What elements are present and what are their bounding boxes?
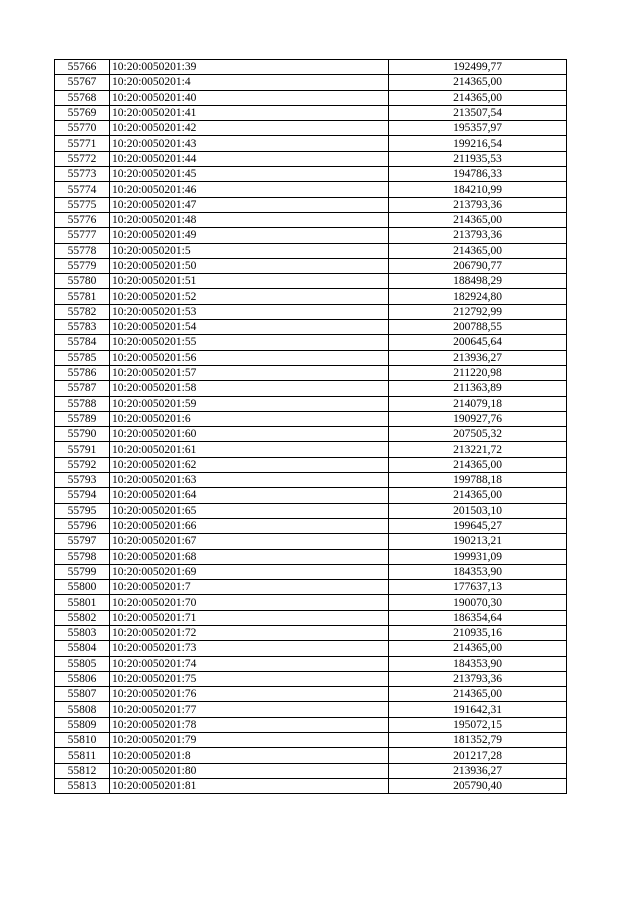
value-cell: 213936,27 bbox=[389, 763, 567, 778]
row-number-cell: 55793 bbox=[55, 473, 110, 488]
table-row bbox=[55, 304, 567, 319]
value-cell: 186354,64 bbox=[389, 610, 567, 625]
value-cell: 214365,00 bbox=[389, 457, 567, 472]
cadastral-number-cell: 10:20:0050201:42 bbox=[110, 121, 389, 136]
row-number-cell: 55774 bbox=[55, 182, 110, 197]
cadastral-number-cell: 10:20:0050201:41 bbox=[110, 105, 389, 120]
table-row bbox=[55, 75, 567, 90]
cadastral-number-cell: 10:20:0050201:46 bbox=[110, 182, 389, 197]
row-number-cell: 55785 bbox=[55, 350, 110, 365]
value-cell: 194786,33 bbox=[389, 167, 567, 182]
row-number-cell: 55770 bbox=[55, 121, 110, 136]
table-row bbox=[55, 411, 567, 426]
table-row bbox=[55, 258, 567, 273]
value-cell: 213793,36 bbox=[389, 197, 567, 212]
cadastral-number-cell: 10:20:0050201:74 bbox=[110, 656, 389, 671]
row-number-cell: 55789 bbox=[55, 411, 110, 426]
table-row bbox=[55, 335, 567, 350]
cadastral-number-cell: 10:20:0050201:50 bbox=[110, 258, 389, 273]
cadastral-number-cell: 10:20:0050201:80 bbox=[110, 763, 389, 778]
row-number-cell: 55766 bbox=[55, 60, 110, 75]
row-number-cell: 55773 bbox=[55, 167, 110, 182]
row-number-cell: 55803 bbox=[55, 625, 110, 640]
value-cell: 200645,64 bbox=[389, 335, 567, 350]
value-cell: 214365,00 bbox=[389, 90, 567, 105]
value-cell: 214079,18 bbox=[389, 396, 567, 411]
row-number-cell: 55767 bbox=[55, 75, 110, 90]
table-row bbox=[55, 595, 567, 610]
value-cell: 188498,29 bbox=[389, 274, 567, 289]
value-cell: 182924,80 bbox=[389, 289, 567, 304]
row-number-cell: 55808 bbox=[55, 702, 110, 717]
table-row bbox=[55, 121, 567, 136]
value-cell: 199645,27 bbox=[389, 518, 567, 533]
row-number-cell: 55768 bbox=[55, 90, 110, 105]
value-cell: 207505,32 bbox=[389, 427, 567, 442]
cadastral-number-cell: 10:20:0050201:61 bbox=[110, 442, 389, 457]
row-number-cell: 55787 bbox=[55, 381, 110, 396]
value-cell: 201503,10 bbox=[389, 503, 567, 518]
cadastral-number-cell: 10:20:0050201:55 bbox=[110, 335, 389, 350]
cadastral-number-cell: 10:20:0050201:68 bbox=[110, 549, 389, 564]
row-number-cell: 55813 bbox=[55, 778, 110, 793]
value-cell: 211935,53 bbox=[389, 151, 567, 166]
cadastral-number-cell: 10:20:0050201:57 bbox=[110, 365, 389, 380]
cadastral-number-cell: 10:20:0050201:60 bbox=[110, 427, 389, 442]
cadastral-number-cell: 10:20:0050201:39 bbox=[110, 60, 389, 75]
table-row bbox=[55, 717, 567, 732]
value-cell: 190213,21 bbox=[389, 534, 567, 549]
row-number-cell: 55802 bbox=[55, 610, 110, 625]
cadastral-number-cell: 10:20:0050201:8 bbox=[110, 748, 389, 763]
cadastral-number-cell: 10:20:0050201:69 bbox=[110, 564, 389, 579]
table-row bbox=[55, 549, 567, 564]
value-cell: 214365,00 bbox=[389, 75, 567, 90]
cadastral-number-cell: 10:20:0050201:77 bbox=[110, 702, 389, 717]
value-cell: 210935,16 bbox=[389, 625, 567, 640]
row-number-cell: 55786 bbox=[55, 365, 110, 380]
table-row bbox=[55, 702, 567, 717]
row-number-cell: 55784 bbox=[55, 335, 110, 350]
row-number-cell: 55811 bbox=[55, 748, 110, 763]
cadastral-number-cell: 10:20:0050201:73 bbox=[110, 641, 389, 656]
row-number-cell: 55775 bbox=[55, 197, 110, 212]
table-row bbox=[55, 90, 567, 105]
cadastral-number-cell: 10:20:0050201:64 bbox=[110, 488, 389, 503]
table-row bbox=[55, 518, 567, 533]
table-row bbox=[55, 274, 567, 289]
row-number-cell: 55783 bbox=[55, 320, 110, 335]
row-number-cell: 55778 bbox=[55, 243, 110, 258]
table-row bbox=[55, 243, 567, 258]
row-number-cell: 55776 bbox=[55, 212, 110, 227]
cadastral-number-cell: 10:20:0050201:54 bbox=[110, 320, 389, 335]
cadastral-number-cell: 10:20:0050201:51 bbox=[110, 274, 389, 289]
table-row bbox=[55, 641, 567, 656]
cadastral-number-cell: 10:20:0050201:75 bbox=[110, 671, 389, 686]
table-row bbox=[55, 320, 567, 335]
table-row bbox=[55, 687, 567, 702]
value-cell: 190070,30 bbox=[389, 595, 567, 610]
value-cell: 206790,77 bbox=[389, 258, 567, 273]
cadastral-number-cell: 10:20:0050201:58 bbox=[110, 381, 389, 396]
table-row bbox=[55, 197, 567, 212]
value-cell: 211220,98 bbox=[389, 365, 567, 380]
row-number-cell: 55779 bbox=[55, 258, 110, 273]
cadastral-number-cell: 10:20:0050201:4 bbox=[110, 75, 389, 90]
cadastral-number-cell: 10:20:0050201:53 bbox=[110, 304, 389, 319]
table-row bbox=[55, 564, 567, 579]
value-cell: 214365,00 bbox=[389, 488, 567, 503]
value-cell: 184210,99 bbox=[389, 182, 567, 197]
row-number-cell: 55791 bbox=[55, 442, 110, 457]
value-cell: 214365,00 bbox=[389, 687, 567, 702]
cadastral-number-cell: 10:20:0050201:66 bbox=[110, 518, 389, 533]
value-cell: 177637,13 bbox=[389, 580, 567, 595]
table-row bbox=[55, 671, 567, 686]
row-number-cell: 55796 bbox=[55, 518, 110, 533]
row-number-cell: 55769 bbox=[55, 105, 110, 120]
table-row bbox=[55, 625, 567, 640]
table-row bbox=[55, 396, 567, 411]
row-number-cell: 55777 bbox=[55, 228, 110, 243]
table-row bbox=[55, 167, 567, 182]
table-row bbox=[55, 289, 567, 304]
row-number-cell: 55790 bbox=[55, 427, 110, 442]
cadastral-number-cell: 10:20:0050201:49 bbox=[110, 228, 389, 243]
row-number-cell: 55801 bbox=[55, 595, 110, 610]
value-cell: 199216,54 bbox=[389, 136, 567, 151]
row-number-cell: 55788 bbox=[55, 396, 110, 411]
cadastral-number-cell: 10:20:0050201:5 bbox=[110, 243, 389, 258]
value-cell: 201217,28 bbox=[389, 748, 567, 763]
cadastral-number-cell: 10:20:0050201:47 bbox=[110, 197, 389, 212]
value-cell: 181352,79 bbox=[389, 733, 567, 748]
cadastral-number-cell: 10:20:0050201:52 bbox=[110, 289, 389, 304]
value-cell: 213793,36 bbox=[389, 228, 567, 243]
value-cell: 199931,09 bbox=[389, 549, 567, 564]
table-row bbox=[55, 105, 567, 120]
row-number-cell: 55799 bbox=[55, 564, 110, 579]
row-number-cell: 55809 bbox=[55, 717, 110, 732]
value-cell: 191642,31 bbox=[389, 702, 567, 717]
value-cell: 213793,36 bbox=[389, 671, 567, 686]
cadastral-number-cell: 10:20:0050201:63 bbox=[110, 473, 389, 488]
table-row bbox=[55, 381, 567, 396]
value-cell: 205790,40 bbox=[389, 778, 567, 793]
data-table bbox=[54, 59, 567, 794]
table-body bbox=[55, 60, 567, 794]
table-row bbox=[55, 763, 567, 778]
table-row bbox=[55, 60, 567, 75]
value-cell: 192499,77 bbox=[389, 60, 567, 75]
cadastral-number-cell: 10:20:0050201:81 bbox=[110, 778, 389, 793]
table-row bbox=[55, 733, 567, 748]
row-number-cell: 55771 bbox=[55, 136, 110, 151]
table-row bbox=[55, 350, 567, 365]
cadastral-number-cell: 10:20:0050201:78 bbox=[110, 717, 389, 732]
value-cell: 214365,00 bbox=[389, 212, 567, 227]
cadastral-number-cell: 10:20:0050201:40 bbox=[110, 90, 389, 105]
cadastral-number-cell: 10:20:0050201:45 bbox=[110, 167, 389, 182]
table-row bbox=[55, 151, 567, 166]
table-row bbox=[55, 457, 567, 472]
cadastral-number-cell: 10:20:0050201:7 bbox=[110, 580, 389, 595]
table-row bbox=[55, 534, 567, 549]
value-cell: 184353,90 bbox=[389, 656, 567, 671]
cadastral-number-cell: 10:20:0050201:48 bbox=[110, 212, 389, 227]
table-row bbox=[55, 365, 567, 380]
value-cell: 212792,99 bbox=[389, 304, 567, 319]
table-row bbox=[55, 656, 567, 671]
value-cell: 190927,76 bbox=[389, 411, 567, 426]
row-number-cell: 55798 bbox=[55, 549, 110, 564]
row-number-cell: 55792 bbox=[55, 457, 110, 472]
table-row bbox=[55, 778, 567, 793]
table-row bbox=[55, 182, 567, 197]
row-number-cell: 55797 bbox=[55, 534, 110, 549]
cadastral-number-cell: 10:20:0050201:44 bbox=[110, 151, 389, 166]
table-row bbox=[55, 427, 567, 442]
cadastral-number-cell: 10:20:0050201:67 bbox=[110, 534, 389, 549]
value-cell: 199788,18 bbox=[389, 473, 567, 488]
value-cell: 213507,54 bbox=[389, 105, 567, 120]
value-cell: 200788,55 bbox=[389, 320, 567, 335]
value-cell: 214365,00 bbox=[389, 641, 567, 656]
table-row bbox=[55, 580, 567, 595]
table-row bbox=[55, 610, 567, 625]
row-number-cell: 55794 bbox=[55, 488, 110, 503]
table-row bbox=[55, 473, 567, 488]
row-number-cell: 55795 bbox=[55, 503, 110, 518]
table-row bbox=[55, 136, 567, 151]
row-number-cell: 55772 bbox=[55, 151, 110, 166]
cadastral-number-cell: 10:20:0050201:70 bbox=[110, 595, 389, 610]
row-number-cell: 55812 bbox=[55, 763, 110, 778]
row-number-cell: 55806 bbox=[55, 671, 110, 686]
table-row bbox=[55, 442, 567, 457]
value-cell: 195072,15 bbox=[389, 717, 567, 732]
row-number-cell: 55807 bbox=[55, 687, 110, 702]
value-cell: 211363,89 bbox=[389, 381, 567, 396]
table-row bbox=[55, 228, 567, 243]
row-number-cell: 55810 bbox=[55, 733, 110, 748]
cadastral-number-cell: 10:20:0050201:72 bbox=[110, 625, 389, 640]
value-cell: 195357,97 bbox=[389, 121, 567, 136]
table-row bbox=[55, 748, 567, 763]
cadastral-number-cell: 10:20:0050201:6 bbox=[110, 411, 389, 426]
value-cell: 184353,90 bbox=[389, 564, 567, 579]
cadastral-number-cell: 10:20:0050201:62 bbox=[110, 457, 389, 472]
cadastral-number-cell: 10:20:0050201:65 bbox=[110, 503, 389, 518]
row-number-cell: 55804 bbox=[55, 641, 110, 656]
row-number-cell: 55782 bbox=[55, 304, 110, 319]
row-number-cell: 55780 bbox=[55, 274, 110, 289]
value-cell: 213936,27 bbox=[389, 350, 567, 365]
table-row bbox=[55, 488, 567, 503]
table-row bbox=[55, 503, 567, 518]
table-row bbox=[55, 212, 567, 227]
row-number-cell: 55800 bbox=[55, 580, 110, 595]
cadastral-number-cell: 10:20:0050201:76 bbox=[110, 687, 389, 702]
row-number-cell: 55781 bbox=[55, 289, 110, 304]
cadastral-number-cell: 10:20:0050201:56 bbox=[110, 350, 389, 365]
cadastral-number-cell: 10:20:0050201:71 bbox=[110, 610, 389, 625]
value-cell: 213221,72 bbox=[389, 442, 567, 457]
value-cell: 214365,00 bbox=[389, 243, 567, 258]
row-number-cell: 55805 bbox=[55, 656, 110, 671]
cadastral-number-cell: 10:20:0050201:59 bbox=[110, 396, 389, 411]
cadastral-number-cell: 10:20:0050201:79 bbox=[110, 733, 389, 748]
cadastral-number-cell: 10:20:0050201:43 bbox=[110, 136, 389, 151]
